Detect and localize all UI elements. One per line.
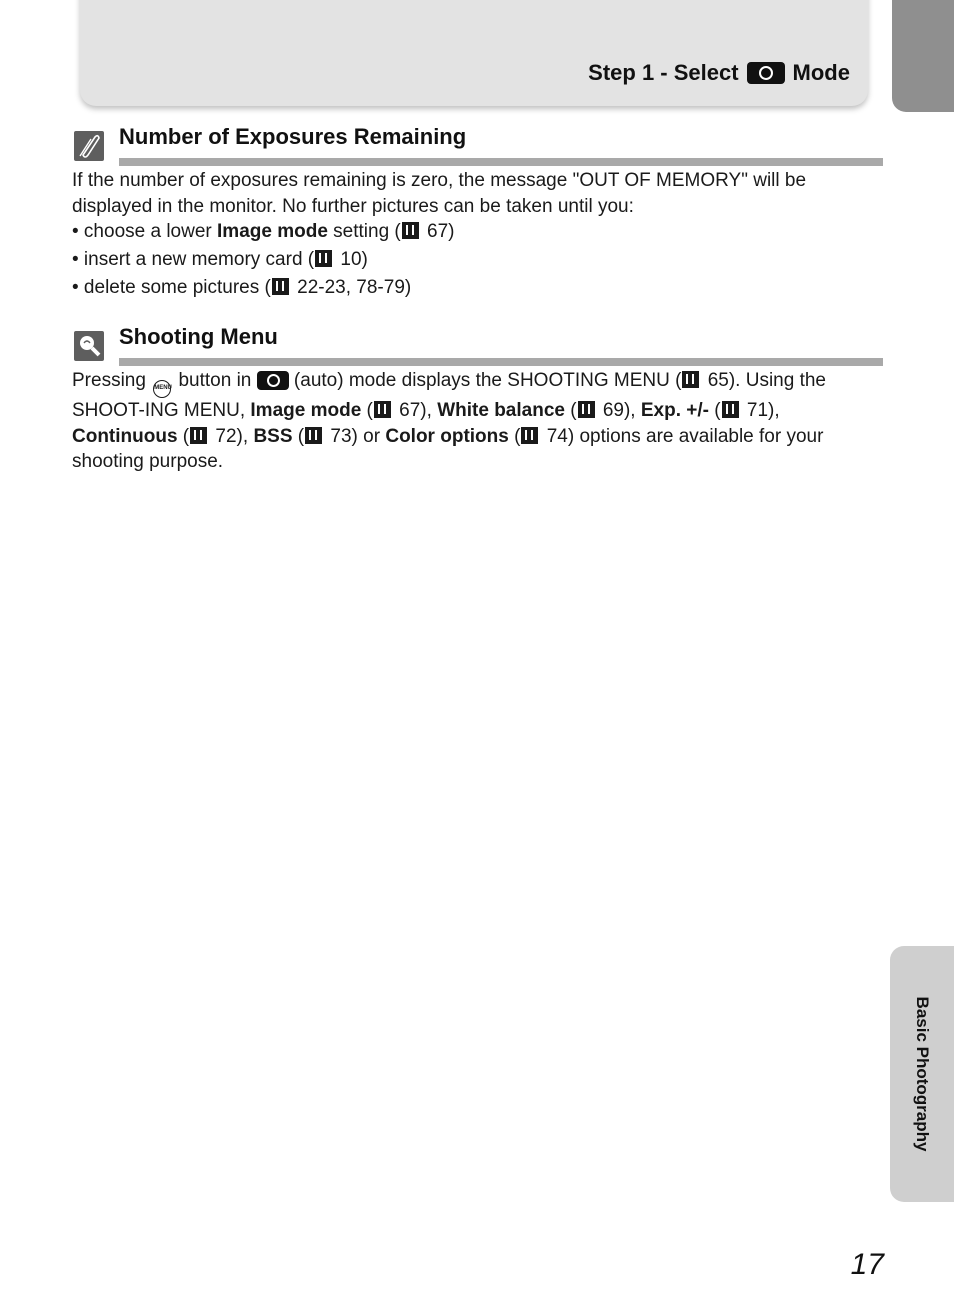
list-item: • delete some pictures ( 22-23, 78-79)	[72, 277, 412, 298]
tip-bulb-icon	[74, 331, 104, 361]
chapter-side-tab	[890, 946, 954, 1202]
list-item: • choose a lower Image mode setting ( 67)	[72, 221, 455, 242]
camera-auto-icon	[257, 371, 289, 390]
section-heading-shooting-menu: Shooting Menu	[119, 324, 278, 349]
section-divider	[119, 158, 883, 166]
page-reference-icon	[521, 427, 538, 444]
camera-auto-icon	[747, 62, 785, 84]
page-reference-icon	[272, 278, 289, 295]
page-reference-icon	[682, 371, 699, 388]
chapter-label: Basic Photography	[913, 996, 932, 1152]
title-prefix: Step 1 - Select	[588, 60, 739, 85]
list-item: • insert a new memory card ( 10)	[72, 249, 368, 270]
pencil-note-icon	[74, 131, 104, 161]
chapter-tab-top	[892, 0, 954, 112]
page-reference-icon	[402, 222, 419, 239]
page-reference-icon	[305, 427, 322, 444]
header-banner	[80, 0, 868, 106]
section-heading-exposures: Number of Exposures Remaining	[119, 124, 467, 149]
section-divider	[119, 358, 883, 366]
page-title	[588, 60, 850, 86]
page-reference-icon	[722, 401, 739, 418]
page-number: 17	[850, 1248, 884, 1281]
shooting-menu-paragraph: Pressing MENU button in (auto) mode displays the SHOOTING MENU ( 65). Using the SHOOT-ING MENU, Image mode ( 67), White balance ( 69), Exp. +/- ( 71), Continuous ( 72), BSS ( 73) or Color options ( 74) options are available for your shooting purpose.	[72, 370, 827, 472]
menu-button-icon: MENU	[153, 380, 171, 398]
page-reference-icon	[578, 401, 595, 418]
page-reference-icon	[315, 250, 332, 267]
title-suffix: Mode	[792, 60, 850, 85]
page-reference-icon	[190, 427, 207, 444]
page-reference-icon	[374, 401, 391, 418]
exposures-paragraph: If the number of exposures remaining is zero, the message "OUT OF MEMORY" will be displayed in the monitor. No further pictures can be taken until you:	[72, 170, 807, 217]
